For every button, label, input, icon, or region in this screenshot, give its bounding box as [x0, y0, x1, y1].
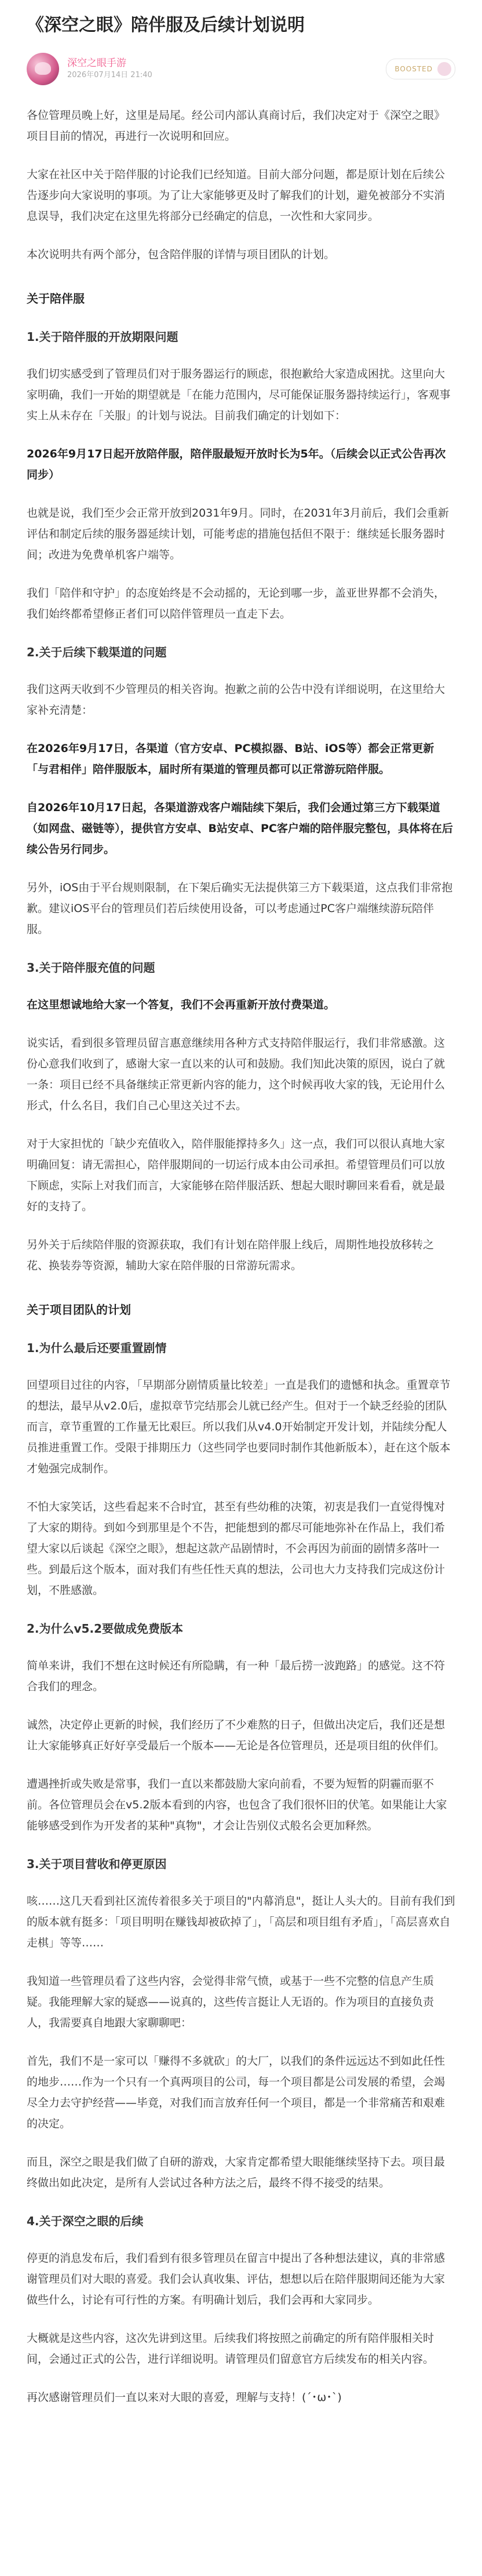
paragraph: 对于大家担忧的「缺少充值收入，陪伴服能撑持多久」这一点，我们可以很认真地大家明确回复：请无需担心，陪伴服期间的一切运行成本由公司承担。希望管理员们可以放下顾虑，实际上对我们而言，大家能够在陪伴服活跃、想起大眼时聊回来看看，就是最好的支持了。	[27, 1137, 446, 1213]
paragraph: 诚然，决定停止更新的时候，我们经历了不少难熬的日子，但做出决定后，我们还是想让大家能够真正好好享受最后一个版本——无论是各位管理员，还是项目组的伙伴们。	[27, 1718, 446, 1752]
badge-label: BOOSTED	[395, 64, 433, 73]
post-date: 2026年07月14日 21:40	[67, 71, 152, 80]
avatar[interactable]	[27, 53, 59, 85]
highlight-paragraph: 2026年9月17日起开放陪伴服，陪伴服最短开放时长为5年。（后续会以正式公告再次同步）	[27, 447, 446, 481]
subsection-heading: 3.关于项目营收和停更原因	[27, 1856, 167, 1871]
paragraph: 我们这两天收到不少管理员的相关咨询。抱歉之前的公告中没有详细说明，在这里给大家补充清楚：	[27, 682, 446, 717]
intro-paragraph: 各位管理员晚上好，这里是局尾。经公司内部认真商讨后，我们决定对于《深空之眼》项目目前的情况，再进行一次说明和回应。	[27, 108, 446, 143]
intro-paragraph: 本次说明共有两个部分，包含陪伴服的详情与项目团队的计划。	[27, 248, 335, 261]
paragraph: 而且，深空之眼是我们做了自研的游戏，大家肯定都希望大眼能继续坚持下去。项目最终做出如此决定，是所有人尝试过各种方法之后，最终不得不接受的结果。	[27, 2155, 446, 2189]
paragraph: 咳……这几天看到社区流传着很多关于项目的"内幕消息"，挺让人头大的。目前有我们到的版本就有挺多：「项目明明在赚钱却被砍掉了」，「高层和项目组有矛盾」，「高层喜欢自走棋」等等……	[27, 1894, 455, 1949]
highlight-paragraph: 自2026年10月17日起，各渠道游戏客户端陆续下架后，我们会通过第三方下载渠道（如网盘、磁链等），提供官方安卓、B站安卓、PC客户端的陪伴服完整包，具体将在后续公告另行同步。	[27, 801, 453, 856]
section-heading: 关于陪伴服	[27, 291, 85, 306]
author-meta	[67, 57, 152, 81]
subsection-heading: 1.为什么最后还要重置剧情	[27, 1340, 167, 1355]
subsection-heading: 1.关于陪伴服的开放期限问题	[27, 329, 178, 344]
paragraph: 首先，我们不是一家可以「赚得不多就砍」的大厂，以我们的条件远远达不到如此任性的地步……作为一个只有一个真两项目的公司，每一个项目都是公司发展的希望，会竭尽全力去守护经营——毕竟，对我们而言放弃任何一个项目，都是一个非常痛苦和艰难的决定。	[27, 2054, 446, 2130]
paragraph: 我们「陪伴和守护」的态度始终是不会动摇的，无论到哪一步，盖亚世界都不会消失，我们始终都希望修正者们可以陪伴管理员一直走下去。	[27, 586, 446, 620]
closing-paragraph: 再次感谢管理员们一直以来对大眼的喜爱，理解与支持！(´･ω･`)	[27, 2390, 342, 2404]
paragraph: 大概就是这些内容，这次先讲到这里。后续我们将按照之前确定的所有陪伴服相关时间，会通过正式的公告，进行详细说明。请管理员们留意官方后续发布的相关内容。	[27, 2331, 434, 2366]
paragraph: 也就是说，我们至少会正常开放到2031年9月。同时，在2031年3月前后，我们会重新评估和制定后续的服务器延续计划，可能考虑的措施包括但不限于：继续延长服务器时间；改进为免费单机客户端等。	[27, 506, 449, 561]
subsection-heading: 4.关于深空之眼的后续	[27, 2214, 144, 2228]
paragraph: 简单来讲，我们不想在这时候还有所隐瞒，有一种「最后捞一波跑路」的感觉。这不符合我们的理念。	[27, 1659, 446, 1693]
paragraph: 我们切实感受到了管理员们对于服务器运行的顾虑，很抱歉给大家造成困扰。这里向大家明确，我们一开始的期望就是「在能力范围内，尽可能保证服务器持续运行」，客观事实上从未存在「关服」的计划与说法。目前我们确定的计划如下：	[27, 367, 451, 422]
badge-avatar-icon	[437, 62, 451, 76]
paragraph: 回望项目过往的内容，「早期部分剧情质量比较差」一直是我们的遗憾和执念。重置章节的想法，最早从v2.0后，虚拟章节完结那会儿就已经产生。但对于一个缺乏经验的团队而言，章节重置的工作量无比艰巨。所以我们从v4.0开始制定开发计划，并陆续分配人员推进重置工作。受限于排期压力（这些同学也要同时制作其他新版本），赶在这个版本才勉强完成制作。	[27, 1378, 451, 1475]
highlight-paragraph: 在这里想诚地给大家一个答复，我们不会再重新开放付费渠道。	[27, 998, 335, 1011]
author-name[interactable]: 深空之眼手游	[67, 57, 126, 69]
highlight-paragraph: 在2026年9月17日，各渠道（官方安卓、PC模拟器、B站、iOS等）都会正常更新「与君相伴」陪伴服版本，届时所有渠道的管理员都可以正常游玩陪伴服。	[27, 742, 434, 776]
paragraph: 说实话，看到很多管理员留言惠意继续用各种方式支持陪伴服运行，我们非常感激。这份心意我们收到了，感谢大家一直以来的认可和鼓励。我们知此决策的原因，说白了就一条：项目已经不具备继续正常更新内容的能力，这个时候再收大家的钱，无论用什么形式，什么名目，我们自己心里这关过不去。	[27, 1036, 446, 1112]
paragraph: 停更的消息发布后，我们看到有很多管理员在留言中提出了各种想法建议，真的非常感谢管理员们对大眼的喜爱。我们会认真收集、评估，想想以后在陪伴服期间还能为大家做些什么，讨论有可行性的方案。有明确计划后，我们会再和大家同步。	[27, 2251, 446, 2306]
paragraph: 另外关于后续陪伴服的资源获取，我们有计划在陪伴服上线后，周期性地投放移转之花、换装券等资源，辅助大家在陪伴服的日常游玩需求。	[27, 1238, 434, 1272]
paragraph: 不怕大家笑话，这些看起来不合时宜，甚至有些幼稚的决策，初衷是我们一直觉得愧对了大家的期待。到如今到那里是个不告，把能想到的都尽可能地弥补在作品上，我们希望大家以后谈起《深空之眼》，想起这款产品剧情时，不会再因为前面的剧情多落叶一些。到最后这个版本，面对我们有些任性天真的想法，公司也大力支持我们完成这份计划，不胜感激。	[27, 1500, 446, 1597]
paragraph: 遭遇挫折或失败是常事，我们一直以来都鼓励大家向前看，不要为短暂的阴霾而驱不前。各位管理员会在v5.2版本看到的内容，也包含了我们很怀旧的伏笔。如果能让大家能够感受到作为开发者的某种"真物"，才会让告别仪式般名会更加释然。	[27, 1777, 447, 1832]
boosted-badge[interactable]	[386, 59, 455, 79]
subsection-heading: 2.关于后续下载渠道的问题	[27, 645, 167, 659]
author-bar	[27, 50, 455, 88]
section-heading: 关于项目团队的计划	[27, 1302, 131, 1317]
article-title: 《深空之眼》陪伴服及后续计划说明	[27, 15, 305, 35]
paragraph: 另外，iOS由于平台规则限制，在下架后确实无法提供第三方下载渠道，这点我们非常抱歉。建议iOS平台的管理员们若后续使用设备，可以考虑通过PC客户端继续游玩陪伴服。	[27, 881, 453, 936]
intro-paragraph: 大家在社区中关于陪伴服的讨论我们已经知道。目前大部分问题，都是原计划在后续公告逐步向大家说明的事项。为了让大家能够更及时了解我们的计划，避免被部分不实消息误导，我们决定在这里先将部分已经确定的信息，一次性和大家同步。	[27, 168, 446, 223]
subsection-heading: 2.为什么v5.2要做成免费版本	[27, 1621, 183, 1636]
subsection-heading: 3.关于陪伴服充值的问题	[27, 960, 155, 975]
paragraph: 我知道一些管理员看了这些内容，会觉得非常气愤，或基于一些不完整的信息产生质疑。我能理解大家的疑惑——说真的，这些传言挺让人无语的。作为项目的直接负责人，我需要真自地跟大家聊聊吧：	[27, 1974, 434, 2029]
